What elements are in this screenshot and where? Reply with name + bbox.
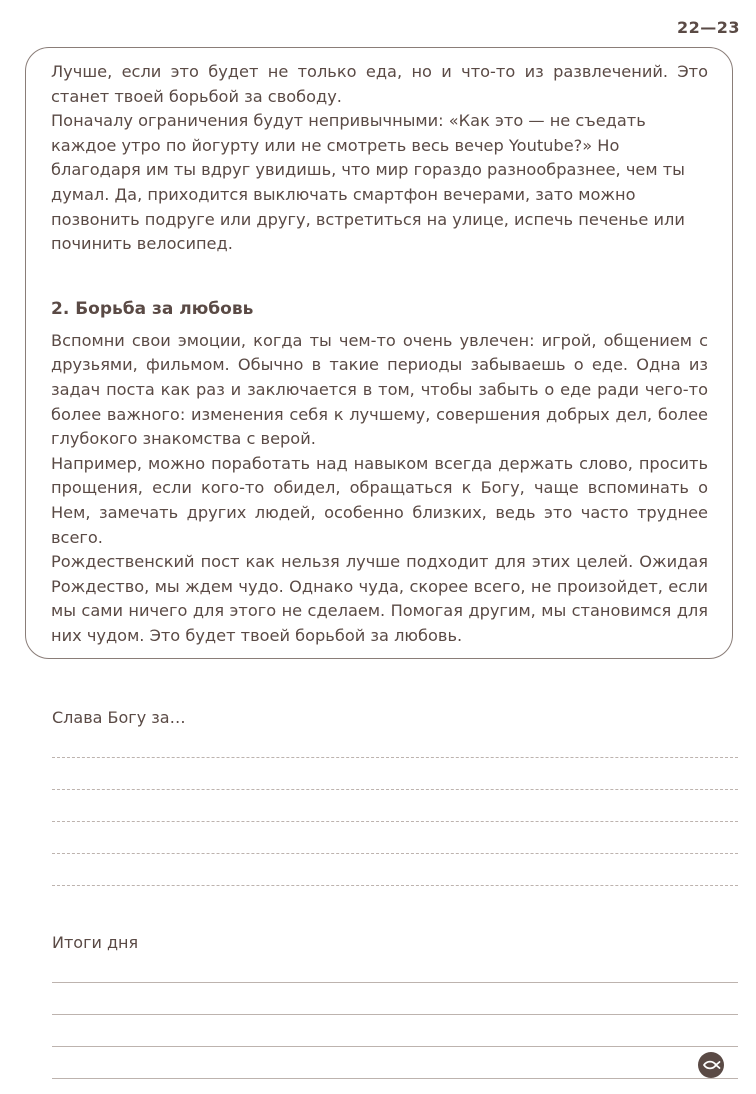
page-number: 22—23 bbox=[676, 18, 740, 37]
gratitude-line[interactable] bbox=[52, 885, 738, 886]
gratitude-line[interactable] bbox=[52, 853, 738, 854]
summary-line[interactable] bbox=[52, 982, 738, 983]
summary-line[interactable] bbox=[52, 1046, 738, 1047]
section-paragraph-3: Рождественский пост как нельзя лучше подходит для этих целей. Ожидая Рождество, мы ждем чудо. Однако чуда, скорее всего, не произойдет, если мы сами ничего для этого не сделаем. Помогая другим, мы становимся для них чудом. Это будет твоей борьбой за любовь. bbox=[51, 552, 708, 645]
summary-line[interactable] bbox=[52, 1078, 738, 1079]
gratitude-label: Слава Богу за… bbox=[52, 708, 186, 727]
gratitude-line[interactable] bbox=[52, 789, 738, 790]
reading-text-box bbox=[25, 47, 733, 659]
section-heading: 2. Борьба за любовь bbox=[51, 298, 254, 319]
gratitude-line[interactable] bbox=[52, 757, 738, 758]
fish-icon bbox=[698, 1052, 724, 1078]
section-paragraph-1: Вспомни свои эмоции, когда ты чем-то очень увлечен: игрой, общением с друзьями, фильмом. Обычно в такие периоды забываешь о еде. Одна из задач поста как раз и заключается в том, чтобы забыть о еде ради чего-то более важного: изменения себя к лучшему, совершения добрых дел, более глубокого знакомства с верой. bbox=[51, 330, 708, 449]
intro-paragraph-2: Поначалу ограничения будут непривычными: «Как это — не съедать каждое утро по йогурту или не смотреть весь вечер Youtube?» Но благодаря им ты вдруг увидишь, что мир гораздо разнообразнее, чем ты думал. Да, приходится выключать смартфон вечерами, зато можно позвонить подруге или другу, встретиться на улице, испечь печенье или починить велосипед. bbox=[51, 111, 685, 254]
gratitude-line[interactable] bbox=[52, 821, 738, 822]
summary-line[interactable] bbox=[52, 1014, 738, 1015]
section-paragraph-2: Например, можно поработать над навыком всегда держать слово, просить прощения, если кого-то обидел, обращаться к Богу, чаще вспоминать о Нем, замечать других людей, особенно близких, ведь это часто труднее всего. bbox=[51, 453, 708, 547]
summary-label: Итоги дня bbox=[52, 933, 139, 952]
intro-paragraph-1: Лучше, если это будет не только еда, но и что-то из развлечений. Это станет твоей борьбой за свободу. bbox=[51, 62, 708, 106]
